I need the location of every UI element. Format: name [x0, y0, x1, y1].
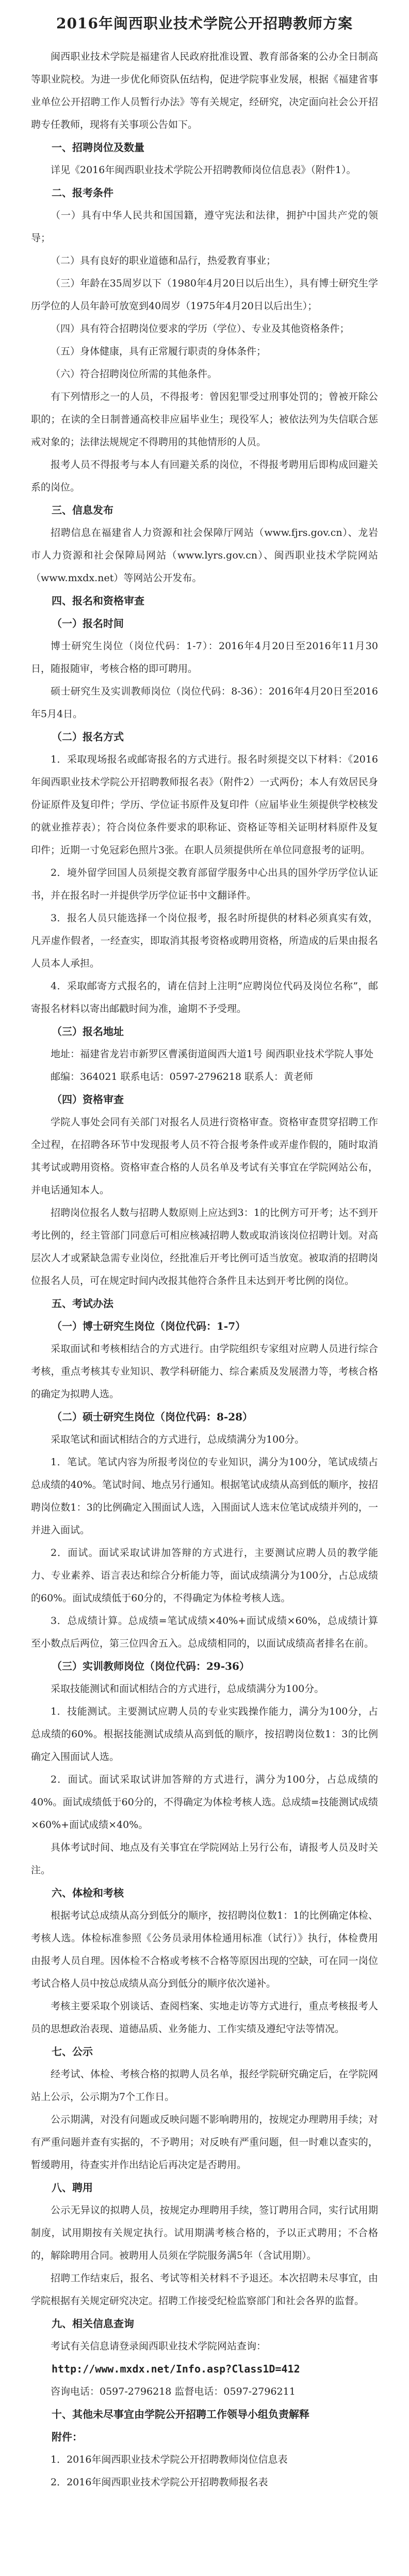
body-paragraph: （二）具有良好的职业道德和品行，热爱教育事业； [51, 255, 276, 266]
body-paragraph: 招聘工作结束后，报名、考试等相关材料不予退还。本次招聘未尽事宜，由学院根据有关规定研究决定。招聘工作接受纪检监察部门和社会各界的监督。 [31, 2273, 378, 2307]
body-paragraph: 2．境外留学回国人员须提交教育部留学服务中心出具的国外学历学位认证书，并在报名时一并提供学历学位证书中文翻译件。 [31, 867, 378, 901]
body-paragraph: 2．2016年闽西职业技术学院公开招聘教师报名表 [51, 2477, 268, 2488]
section-heading: 十、其他未尽事宜由学院公开招聘工作领导小组负责解释 [52, 2408, 309, 2420]
body-paragraph: 闽西职业技术学院是福建省人民政府批准设置、教育部备案的公办全日制高等职业院校。为进一步优化师资队伍结构，促进学院事业发展，根据《福建省事业单位公开招聘工作人员暂行办法》等有关规定，经研究，决定面向社会公开招聘专任教师，现将有关事项公告如下。 [31, 51, 378, 130]
body-paragraph: 3．报名人员只能选择一个岗位报考，报名时所提供的材料必须真实有效，凡弄虚作假者，一经查实，即取消其报考资格或聘用资格，所造成的后果由报名人员本人承担。 [31, 912, 378, 969]
body-paragraph: （六）符合招聘岗位所需的其他条件。 [51, 368, 218, 380]
body-paragraph: 学院人事处会同有关部门对报名人员进行资格审查。资格审查贯穿招聘工作全过程，在招聘各环节中发现报考人员不符合报考条件或弄虚作假的，随时取消其考试或聘用资格。资格审查合格的人员名单及考试有关事宜在学院网站公布，并电话通知本人。 [31, 1116, 378, 1196]
body-paragraph: 考核主要采取个别谈话、查阅档案、实地走访等方式进行，重点考核报考人员的思想政治表现、道德品质、业务能力、工作实绩及遵纪守法等情况。 [31, 2001, 378, 2035]
section-heading: 六、体检和考核 [52, 1887, 124, 1899]
section-heading: 四、报名和资格审查 [52, 595, 144, 607]
body-paragraph: 招聘信息在福建省人力资源和社会保障厅网站（www.fjrs.gov.cn）、龙岩市人力资源和社会保障局网站（www.lyrs.gov.cn）、闽西职业技术学院网站（www.mxdx.net）等网站公开发布。 [31, 527, 378, 584]
body-paragraph: 根据考试总成绩从高分到低分的顺序，按招聘岗位数1：1的比例确定体检、考核人选。体检标准参照《公务员录用体检通用标准（试行）》执行，体检费用由报考人员自理。因体检不合格或考核不合格等原因出现的空缺，可在同一岗位考试合格人员中按总成绩从高分到低分的顺序依次递补。 [31, 1910, 378, 1989]
body-paragraph: 详见《2016年闽西职业技术学院公开招聘教师岗位信息表》（附件1）。 [51, 164, 356, 176]
section-heading: 一、招聘岗位及数量 [52, 141, 144, 154]
body-paragraph: 报考人员不得报考与本人有回避关系的岗位，不得报考聘用后即构成回避关系的岗位。 [31, 459, 378, 493]
body-paragraph: （四）具有符合招聘岗位要求的学历（学位）、专业及其他资格条件； [51, 323, 350, 334]
body-paragraph: 博士研究生岗位（岗位代码：1-7）：2016年4月20日至2016年11月30日，随报随审，考核合格的即可聘用。 [31, 640, 378, 674]
body-paragraph: 2．面试。面试采取试讲加答辩的方式进行，满分为100分，占总成绩的40%。面试成绩低于60分的，不得确定为体检考核人选。总成绩=技能测试成绩×60%+面试成绩×40%。 [31, 1774, 378, 1831]
body-paragraph: 考试有关信息请登录闽西职业技术学院网站查询： [51, 2341, 267, 2352]
document-body [31, 45, 378, 2494]
body-paragraph: 地址：福建省龙岩市新罗区曹溪街道闽西大道1号 闽西职业技术学院人事处 [51, 1048, 374, 1060]
section-heading: 三、信息发布 [52, 504, 113, 516]
body-paragraph: （一）具有中华人民共和国国籍，遵守宪法和法律，拥护中国共产党的领导； [31, 210, 378, 244]
body-paragraph: 4．采取邮寄方式报名的，请在信封上注明“应聘岗位代码及岗位名称”，邮寄报名材料以寄出邮戳时间为准，逾期不予受理。 [31, 980, 378, 1014]
section-heading: 附件： [52, 2431, 83, 2443]
body-paragraph: 采取面试和考核相结合的方式进行。由学院组织专家组对应聘人员进行综合考核，重点考核其专业知识、教学科研能力、综合素质及发展潜力等，考核合格的确定为拟聘人选。 [31, 1343, 378, 1400]
body-paragraph: 1．采取现场报名或邮寄报名的方式进行。报名时须提交以下材料：《2016年闽西职业技术学院公开招聘教师报名表》（附件2）一式两份；本人有效居民身份证原件及复印件；学历、学位证书原件及复印件（应届毕业生须提供学校核发的就业推荐表）；符合岗位条件要求的职称证、资格证等相关证明材料原件及复印件；近期一寸免冠彩色照片3张。在职人员须提供所在单位同意报考的证明。 [31, 754, 378, 856]
body-paragraph: 公示无异议的拟聘人员，按规定办理聘用手续，签订聘用合同，实行试用期制度，试用期按有关规定执行。试用期满考核合格的，予以正式聘用；不合格的，解除聘用合同。被聘用人员须在学院服务满5年（含试用期）。 [31, 2205, 378, 2261]
body-paragraph: 硕士研究生及实训教师岗位（岗位代码：8-36）：2016年4月20日至2016年5月4日。 [31, 686, 378, 720]
body-paragraph: 招聘岗位报名人数与招聘人数原则上应达到3：1的比例方可开考；达不到开考比例的，经主管部门同意后可相应核减招聘人数或取消该岗位招聘计划。对高层次人才或紧缺急需专业岗位，经批准后开考比例可适当放宽。被取消的招聘岗位报名人员，可在规定时间内改报其他符合条件且未达到开考比例的岗位。 [31, 1207, 378, 1286]
body-paragraph: 1．笔试。笔试内容为所报考岗位的专业知识，满分为100分，笔试成绩占总成绩的40%。笔试时间、地点另行通知。根据笔试成绩从高到低的顺序，按招聘岗位数1：3的比例确定入围面试人选，入围面试人选末位笔试成绩并列的，一并进入面试。 [31, 1456, 378, 1536]
body-paragraph: 经考试、体检、考核合格的拟聘人员名单，报经学院研究确定后，在学院网站上公示，公示期为7个工作日。 [31, 2069, 378, 2103]
section-heading: 二、报考条件 [52, 187, 113, 199]
section-heading: 八、聘用 [52, 2181, 93, 2194]
section-heading: 七、公示 [52, 2045, 93, 2058]
subsection-heading: （四）资格审查 [52, 1093, 124, 1106]
page-title: 2016年闽西职业技术学院公开招聘教师方案 [56, 15, 353, 32]
body-paragraph: 2．面试。面试采取试讲加答辩的方式进行，主要测试应聘人员的教学能力、专业素养、语言表达和综合分析能力等，面试成绩满分为100分，占总成绩的60%。面试成绩低于60分的，不得确定为体检考核人选。 [31, 1547, 378, 1604]
subsection-heading: （二）硕士研究生岗位（岗位代码：8-28） [52, 1411, 253, 1423]
subsection-heading: （二）报名方式 [52, 731, 124, 743]
body-paragraph: 1．技能测试。主要测试应聘人员的专业实践操作能力，满分为100分，占总成绩的60%。根据技能测试成绩从高到低的顺序，按招聘岗位数1：3的比例确定入围面试人选。 [31, 1706, 378, 1762]
body-paragraph: 公示期满，对没有问题或反映问题不影响聘用的，按规定办理聘用手续；对有严重问题并查有实据的，不予聘用；对反映有严重问题，但一时难以查实的，暂缓聘用，待查实并作出结论后再决定是否聘用。 [31, 2114, 378, 2171]
body-paragraph: 具体考试时间、地点及有关事宜在学院网站上另行公布，请报考人员及时关注。 [31, 1842, 378, 1876]
subsection-heading: （一）博士研究生岗位（岗位代码：1-7） [52, 1320, 246, 1332]
section-heading: 九、相关信息查询 [52, 2317, 134, 2330]
body-paragraph: 咨询电话：0597-2796218 监督电话：0597-2796211 [51, 2386, 296, 2397]
body-paragraph: 有下列情形之一的人员，不得报考：曾因犯罪受过刑事处罚的；曾被开除公职的；在读的全日制普通高校非应届毕业生；现役军人；被依法列为失信联合惩戒对象的；法律法规规定不得聘用的其他情形的人员。 [31, 391, 378, 448]
info-link[interactable]: http://www.mxdx.net/Info.asp?Class1D=412 [52, 2363, 300, 2375]
subsection-heading: （三）实训教师岗位（岗位代码：29-36） [52, 1660, 250, 1672]
subsection-heading: （一）报名时间 [52, 617, 124, 630]
section-heading: 五、考试办法 [52, 1297, 113, 1310]
subsection-heading: （三）报名地址 [52, 1025, 124, 1038]
body-paragraph: 1．2016年闽西职业技术学院公开招聘教师岗位信息表 [51, 2454, 288, 2465]
body-paragraph: 采取技能测试和面试相结合的方式进行，总成绩满分为100分。 [51, 1683, 324, 1694]
body-paragraph: 采取笔试和面试相结合的方式进行，总成绩满分为100分。 [51, 1434, 305, 1445]
body-paragraph: （三）年龄在35周岁以下（1980年4月20日以后出生），具有博士研究生学历学位的人员年龄可放宽到40周岁（1975年4月20日以后出生）； [31, 278, 378, 312]
body-paragraph: 邮编：364021 联系电话：0597-2796218 联系人：黄老师 [51, 1071, 314, 1082]
body-paragraph: （五）身体健康，具有正常履行职责的身体条件； [51, 346, 267, 357]
body-paragraph: 3．总成绩计算。总成绩=笔试成绩×40%+面试成绩×60%，总成绩计算至小数点后两位，第三位四舍五入。总成绩相同的，以面试成绩高者排名在前。 [31, 1615, 378, 1649]
